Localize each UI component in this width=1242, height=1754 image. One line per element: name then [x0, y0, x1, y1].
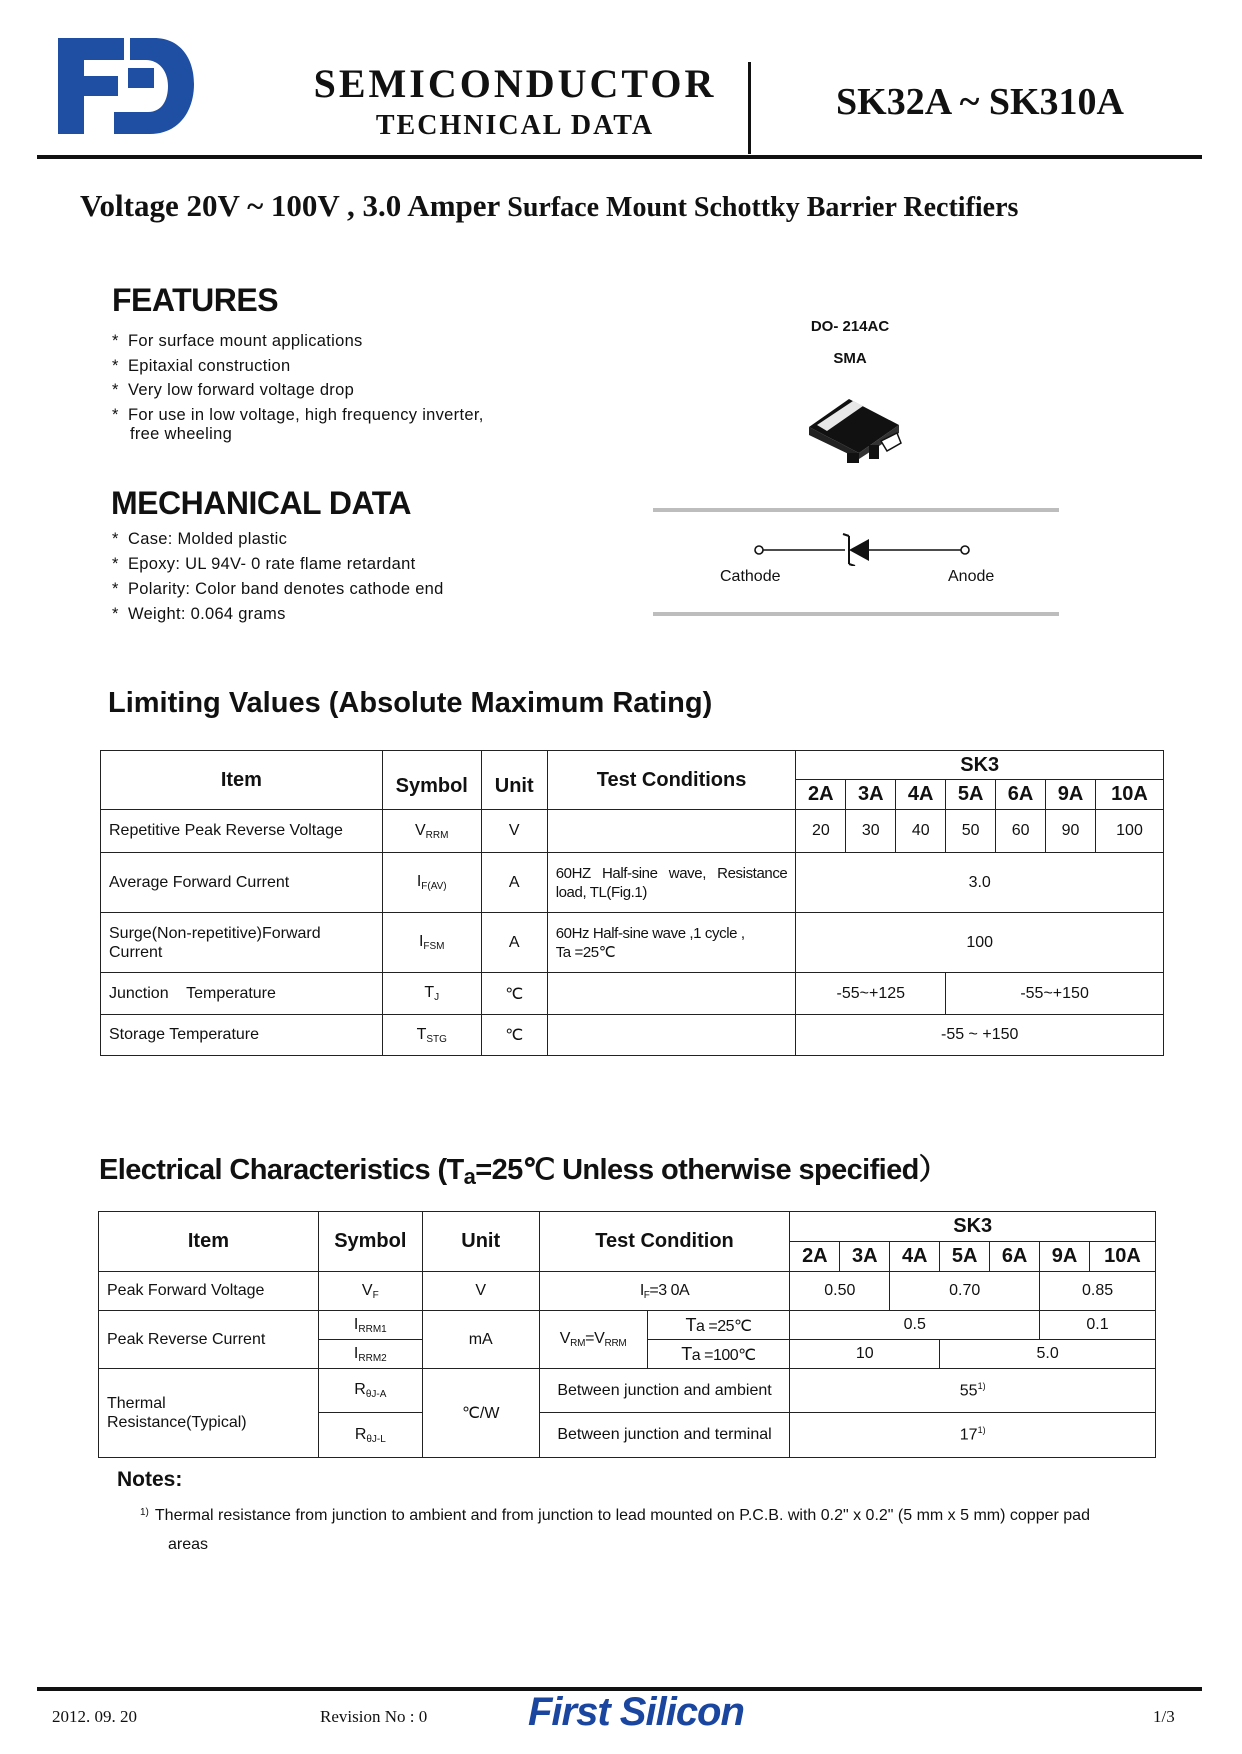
variant-header: 9A — [1040, 1242, 1090, 1272]
row-item: Storage Temperature — [101, 1015, 383, 1056]
row-item: Junction Temperature — [101, 973, 383, 1015]
row-value: 3.0 — [796, 853, 1164, 913]
list-item: * Very low forward voltage drop — [112, 381, 355, 399]
package-type: SMA — [833, 350, 867, 367]
row-symbol: $R_{\theta J-L}$ — [318, 1413, 422, 1458]
col-header-symbol: Symbol — [318, 1212, 422, 1272]
row-item: Peak Forward Voltage — [99, 1272, 319, 1311]
anode-label: Anode — [948, 568, 995, 585]
list-item: * Epoxy: UL 94V- 0 rate flame retardant — [112, 555, 416, 573]
list-item: * For use in low voltage, high frequency inverter, free wheeling — [112, 405, 484, 443]
list-item: * For surface mount applications — [112, 332, 363, 350]
variant-header: 2A — [790, 1242, 840, 1272]
variant-header: 6A — [990, 1242, 1040, 1272]
row-conditions: $V_{RM}=V_{RRM}$ — [539, 1311, 647, 1369]
variant-header: 4A — [896, 780, 946, 810]
row-symbol: $V_F$ — [318, 1272, 422, 1311]
footer-date: 2012. 09. 20 — [52, 1707, 137, 1726]
row-conditions: Ta =100℃ — [647, 1340, 790, 1369]
electrical-heading: Electrical Characteristics (Ta=25℃ Unless otherwise specified） — [99, 1154, 948, 1189]
row-value: 17$^{1)}$ — [790, 1413, 1156, 1458]
row-value: -55 ~ +150 — [796, 1015, 1164, 1056]
table-row — [99, 1272, 1156, 1311]
notes-heading: Notes: — [117, 1468, 183, 1491]
note-1: $^{1)}$ Thermal resistance from junction to ambient and from junction to lead mounted on P.C.B. with 0.2" x 0.2" (5 mm x 5 mm) copper pad areas — [140, 1507, 1090, 1553]
row-conditions: 60Hz Half-sine wave ,1 cycle , Ta =25℃ — [547, 913, 796, 973]
row-value: 30 — [846, 810, 896, 853]
row-unit: mA — [422, 1311, 539, 1369]
col-header-series: SK3 — [796, 751, 1164, 780]
row-unit: A — [481, 853, 547, 913]
row-unit: ℃/W — [422, 1369, 539, 1458]
footer-brand-logo: First Silicon — [528, 1690, 744, 1734]
list-item: * Polarity: Color band denotes cathode end — [112, 580, 444, 598]
row-value: -55~+125 — [796, 973, 946, 1015]
row-value: 55$^{1)}$ — [790, 1369, 1156, 1413]
header-title: SEMICONDUCTOR — [313, 61, 717, 106]
row-value: 0.85 — [1040, 1272, 1156, 1311]
row-conditions — [547, 810, 796, 853]
row-value: 100 — [1096, 810, 1164, 853]
variant-header: 3A — [840, 1242, 890, 1272]
row-conditions — [547, 1015, 796, 1056]
table-row — [99, 1311, 1156, 1340]
row-symbol: $R_{\theta J-A}$ — [318, 1369, 422, 1413]
header-subtitle: TECHNICAL DATA — [375, 110, 655, 141]
row-unit: V — [422, 1272, 539, 1311]
table-row — [101, 751, 1164, 780]
row-value: 100 — [796, 913, 1164, 973]
col-header-conditions: Test Condition — [539, 1212, 790, 1272]
diagram-top-rule — [653, 508, 1059, 512]
row-value: 5.0 — [940, 1340, 1156, 1369]
row-item: Peak Reverse Current — [99, 1311, 319, 1369]
table-row — [101, 810, 1164, 853]
row-conditions: Between junction and terminal — [539, 1413, 790, 1458]
row-value: 50 — [946, 810, 996, 853]
row-symbol: $I_{FSM}$ — [382, 913, 481, 973]
row-symbol: $T_J$ — [382, 973, 481, 1015]
variant-header: 6A — [996, 780, 1046, 810]
package-image — [805, 395, 905, 467]
table-row — [101, 1015, 1164, 1056]
header-rule — [37, 155, 1202, 159]
row-value: 40 — [896, 810, 946, 853]
row-value: 0.1 — [1040, 1311, 1156, 1340]
col-header-symbol: Symbol — [382, 751, 481, 810]
row-unit: V — [481, 810, 547, 853]
variant-header: 10A — [1096, 780, 1164, 810]
row-symbol: $I_{F(AV)}$ — [382, 853, 481, 913]
table-row — [101, 913, 1164, 973]
row-unit: ℃ — [481, 1015, 547, 1056]
part-number: SK32A ~ SK310A — [836, 81, 1124, 123]
variant-header: 10A — [1090, 1242, 1156, 1272]
product-subtitle — [80, 188, 1180, 224]
features-list — [112, 332, 484, 444]
col-header-unit: Unit — [422, 1212, 539, 1272]
col-header-conditions: Test Conditions — [547, 751, 796, 810]
row-unit: ℃ — [481, 973, 547, 1015]
footer-revision: Revision No : 0 — [320, 1707, 428, 1726]
row-value: 0.5 — [790, 1311, 1040, 1340]
variant-header: 2A — [796, 780, 846, 810]
row-value: 10 — [790, 1340, 940, 1369]
row-symbol: $V_{RRM}$ — [382, 810, 481, 853]
row-unit: A — [481, 913, 547, 973]
mechanical-heading: MECHANICAL DATA — [111, 485, 412, 521]
features-heading: FEATURES — [112, 282, 279, 318]
variant-header: 4A — [890, 1242, 940, 1272]
header-divider — [748, 62, 751, 154]
row-symbol: $I_{RRM1}$ — [318, 1311, 422, 1340]
row-conditions — [547, 973, 796, 1015]
row-symbol: $T_{STG}$ — [382, 1015, 481, 1056]
list-item: * Weight: 0.064 grams — [112, 605, 286, 623]
col-header-unit: Unit — [481, 751, 547, 810]
row-item: Repetitive Peak Reverse Voltage — [101, 810, 383, 853]
list-item: * Case: Molded plastic — [112, 530, 288, 548]
col-header-item: Item — [101, 751, 383, 810]
subtitle-main: Voltage 20V ~ 100V , 3.0 Amper — [80, 188, 501, 223]
company-logo — [58, 38, 196, 134]
row-symbol: $I_{RRM2}$ — [318, 1340, 422, 1369]
limiting-heading: Limiting Values (Absolute Maximum Rating) — [108, 687, 713, 719]
table-row — [101, 973, 1164, 1015]
cathode-label: Cathode — [720, 568, 781, 585]
table-row — [99, 1212, 1156, 1242]
diagram-bottom-rule — [653, 612, 1059, 616]
row-value: 60 — [996, 810, 1046, 853]
list-item: * Epitaxial construction — [112, 356, 291, 375]
row-conditions: 60HZ Half-sine wave, Resistance load, TL(Fig.1) — [547, 853, 796, 913]
subtitle-rest: Surface Mount Schottky Barrier Rectifiers — [500, 192, 1019, 223]
electrical-characteristics-table — [98, 1211, 1156, 1458]
table-row — [101, 853, 1164, 913]
row-conditions: Ta =25℃ — [647, 1311, 790, 1340]
col-header-item: Item — [99, 1212, 319, 1272]
row-value: -55~+150 — [946, 973, 1164, 1015]
row-value: 0.50 — [790, 1272, 890, 1311]
footer-page-number: 1/3 — [1153, 1707, 1175, 1726]
limiting-values-table — [100, 750, 1164, 1056]
package-name: DO- 214AC — [810, 318, 890, 335]
col-header-series: SK3 — [790, 1212, 1156, 1242]
row-conditions: $I_F=3$ 0A — [539, 1272, 790, 1311]
row-item: Surge(Non-repetitive)Forward Current — [101, 913, 383, 973]
row-value: 0.70 — [890, 1272, 1040, 1311]
variant-header: 5A — [940, 1242, 990, 1272]
variant-header: 5A — [946, 780, 996, 810]
row-value: 90 — [1046, 810, 1096, 853]
row-conditions: Between junction and ambient — [539, 1369, 790, 1413]
row-item: Average Forward Current — [101, 853, 383, 913]
row-value: 20 — [796, 810, 846, 853]
diode-symbol — [745, 530, 975, 566]
mechanical-list — [112, 530, 444, 630]
row-item: Thermal Resistance(Typical) — [99, 1369, 319, 1458]
table-row — [99, 1369, 1156, 1413]
variant-header: 3A — [846, 780, 896, 810]
variant-header: 9A — [1046, 780, 1096, 810]
